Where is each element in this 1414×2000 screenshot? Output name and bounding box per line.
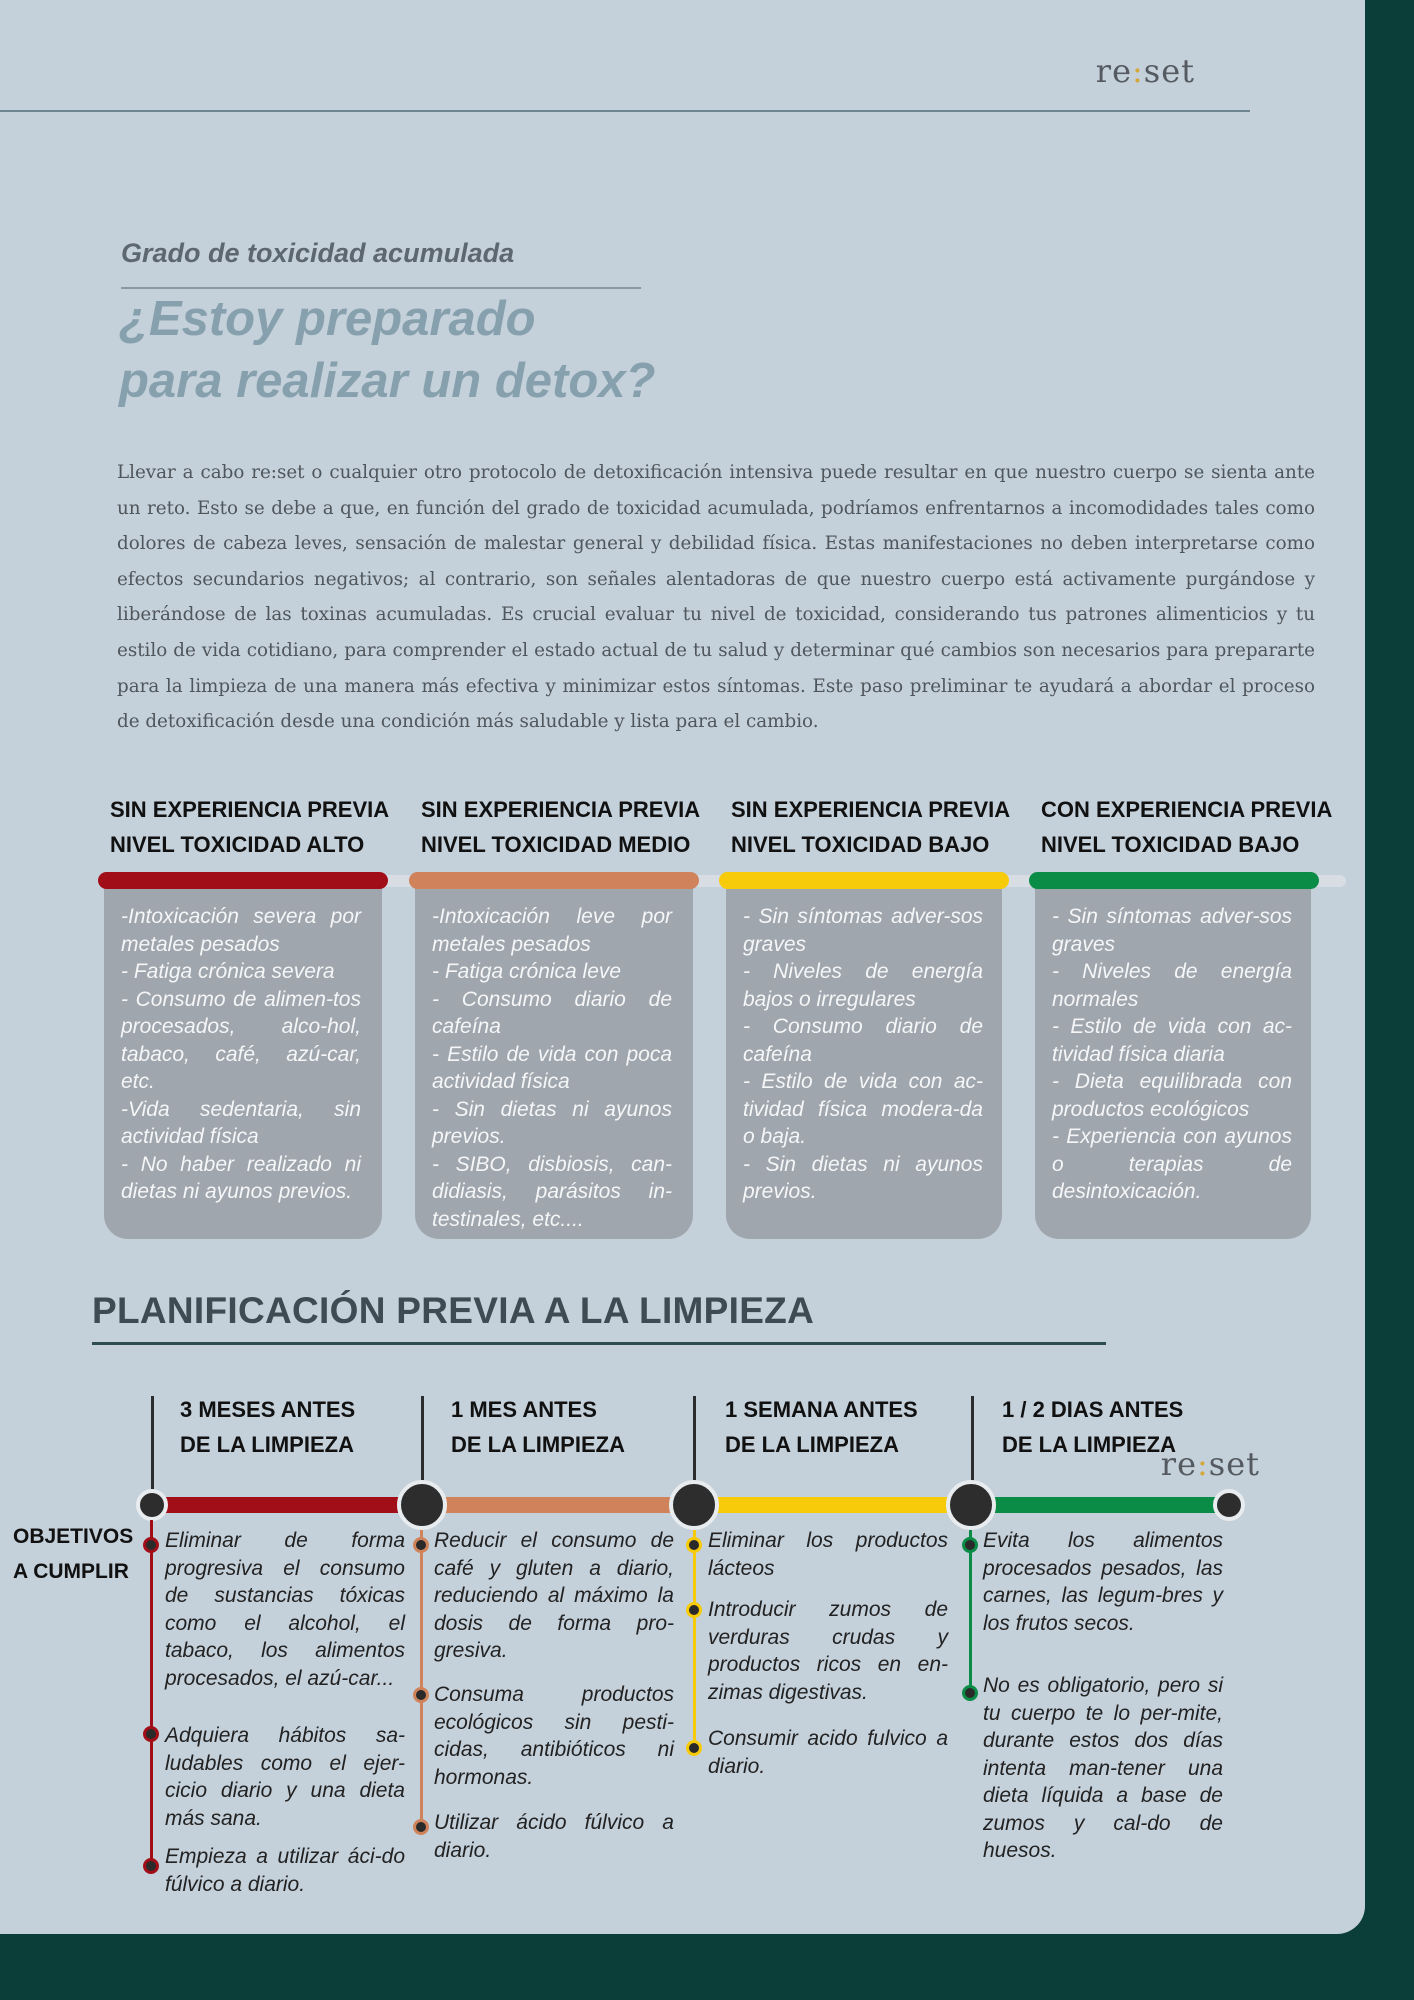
timeline-segment-red [152, 1497, 422, 1513]
stage-1-line1: 3 MESES ANTES [180, 1397, 356, 1422]
category-heading-3 [731, 792, 1031, 862]
stage-3-label [725, 1392, 918, 1462]
category-card-3-text: - Sin síntomas adver-sos graves - Niveles de energía bajos o irregulares - Consumo diario de cafeína - Estilo de vida con ac-tividad física modera-da o baja. - Sin dietas ni ayunos previos. [743, 905, 983, 1203]
page-title [119, 288, 655, 412]
stage-1-item-3: Empieza a utilizar áci-do fúlvico a diario. [165, 1845, 405, 1896]
category-1-line1: SIN EXPERIENCIA PREVIA [110, 797, 390, 822]
stage-1-item-3-dot [143, 1858, 159, 1874]
category-card-1-text: -Intoxicación severa por metales pesados - Fatiga crónica severa - Consumo de alimen-tos procesados, alco-hol, tabaco, café, azú-car, etc. -Vida sedentaria, sin actividad física - No haber realizado ni dietas ni ayunos previos. [121, 905, 361, 1203]
category-3-line2: NIVEL TOXICIDAD BAJO [731, 832, 990, 857]
category-heading-1 [110, 792, 410, 862]
stage-1-stem [150, 1520, 153, 1867]
intro-paragraph: Llevar a cabo re:set o cualquier otro protocolo de detoxificación intensiva puede resultar en que nuestro cuerpo se sienta ante un reto. Esto se debe a que, en función del grado de toxicidad acumulada, podríamos enfrentarnos a incomodidades tales como dolores de cabeza leves, sensación de malestar general y debilidad física. Estas manifestaciones no deben interpretarse como efectos secundarios negativos; al contrario, son señales alentadoras de que nuestro cuerpo está activamente purgándose y liberándose de las toxinas acumuladas. Es crucial evaluar tu nivel de toxicidad, considerando tus patrones alimenticios y tu estilo de vida cotidiano, para comprender el estado actual de tu salud y determinar qué cambios son necesarios para prepararte para la limpieza de una manera más efectiva y minimizar estos síntomas. Este paso preliminar te ayudará a abordar el proceso de detoxificación desde una condición más saludable y lista para el cambio. [117, 462, 1315, 733]
planning-title: PLANIFICACIÓN PREVIA A LA LIMPIEZA [92, 1290, 815, 1331]
stage-3-item-3: Consumir acido fulvico a diario. [708, 1727, 948, 1778]
header-rule [0, 110, 1250, 112]
category-4-line2: NIVEL TOXICIDAD BAJO [1041, 832, 1300, 857]
stage-3-stem [693, 1530, 696, 1748]
category-card-2-text: -Intoxicación leve por metales pesados - Fatiga crónica leve - Consumo diario de cafeína - Estilo de vida con poca actividad física - Sin dietas ni ayunos previos. - SIBO, disbiosis, can-didiasis, parásitos in-testinales, etc.... [432, 905, 672, 1231]
stage-2-label [451, 1392, 625, 1462]
category-4-line1: CON EXPERIENCIA PREVIA [1041, 797, 1333, 822]
category-bar-green [1029, 872, 1319, 889]
stage-1-item-1-dot [143, 1537, 159, 1553]
category-3-line1: SIN EXPERIENCIA PREVIA [731, 797, 1011, 822]
title-line-1: ¿Estoy preparado [119, 292, 536, 346]
stage-2-item-1: Reducir el consumo de café y gluten a diario, reduciendo al máximo la dosis de forma pro-gresiva. [434, 1529, 674, 1662]
stage-3-item-2: Introducir zumos de verduras crudas y productos ricos en en-zimas digestivas. [708, 1598, 948, 1704]
stage-2-item-3-dot [413, 1819, 429, 1835]
stage-2-item-3: Utilizar ácido fúlvico a diario. [434, 1811, 674, 1862]
timeline-node-2 [397, 1480, 447, 1530]
category-card-4-text: - Sin síntomas adver-sos graves - Niveles de energía normales - Estilo de vida con ac-tividad física diaria - Dieta equilibrada con productos ecológicos - Experiencia con ayunos o terapias de desintoxicación. [1052, 905, 1292, 1203]
objectives-line1: OBJETIVOS [13, 1525, 134, 1548]
category-2-line2: NIVEL TOXICIDAD MEDIO [421, 832, 691, 857]
stage-1-item-2: Adquiera hábitos sa-ludables como el ejer-cicio diario y una dieta más sana. [165, 1724, 405, 1830]
timeline-segment-green [972, 1497, 1230, 1513]
stage-4-label [1002, 1392, 1183, 1462]
stage-3-line1: 1 SEMANA ANTES [725, 1397, 918, 1422]
category-bar-orange [409, 872, 699, 889]
category-2-line1: SIN EXPERIENCIA PREVIA [421, 797, 701, 822]
stage-4-item-1-dot [962, 1537, 978, 1553]
stage-1-label [180, 1392, 355, 1462]
timeline-node-start [136, 1489, 168, 1521]
reset-logo-small: re:set [1160, 1445, 1260, 1483]
stage-2-line2: DE LA LIMPIEZA [451, 1432, 625, 1457]
stage-4-item-2: No es obligatorio, pero si tu cuerpo te lo per-mite, durante estos dos días intenta man-tener una dieta líquida a base de zumos y cal-do de huesos. [983, 1674, 1223, 1862]
section-subtitle: Grado de toxicidad acumulada [121, 238, 515, 268]
objectives-label [13, 1519, 133, 1589]
stage-2-item-2-dot [413, 1687, 429, 1703]
category-bar-yellow [719, 872, 1009, 889]
stage-3-item-1-dot [686, 1537, 702, 1553]
stage-4-line2: DE LA LIMPIEZA [1002, 1432, 1176, 1457]
category-heading-4 [1041, 792, 1341, 862]
stage-2-item-1-dot [413, 1537, 429, 1553]
timeline-segment-yellow [694, 1497, 972, 1513]
category-heading-2 [421, 792, 721, 862]
planning-rule [92, 1342, 1106, 1345]
timeline-node-4 [946, 1480, 996, 1530]
stage-3-item-1: Eliminar los productos lácteos [708, 1529, 948, 1580]
stage-2-item-2: Consuma productos ecológicos sin pesti-cidas, antibióticos ni hormonas. [434, 1683, 674, 1789]
stage-4-item-2-dot [962, 1685, 978, 1701]
timeline-node-3 [669, 1480, 719, 1530]
title-line-2: para realizar un detox? [119, 354, 656, 408]
category-bar-red [98, 872, 388, 889]
reset-logo: re:set [1095, 52, 1195, 90]
timeline-node-end [1213, 1489, 1245, 1521]
timeline-segment-orange [422, 1497, 694, 1513]
stage-4-item-1: Evita los alimentos procesados pesados, las carnes, las legum-bres y los frutos secos. [983, 1529, 1223, 1635]
category-1-line2: NIVEL TOXICIDAD ALTO [110, 832, 365, 857]
stage-1-item-1: Eliminar de forma progresiva el consumo de sustancias tóxicas como el alcohol, el tabaco, los alimentos procesados, el azú-car... [165, 1529, 405, 1690]
stage-1-line2: DE LA LIMPIEZA [180, 1432, 354, 1457]
objectives-line2: A CUMPLIR [13, 1560, 129, 1583]
stage-2-stem [420, 1530, 423, 1827]
stage-3-item-2-dot [686, 1602, 702, 1618]
stage-4-stem [969, 1530, 972, 1692]
stage-3-item-3-dot [686, 1740, 702, 1756]
stage-3-line2: DE LA LIMPIEZA [725, 1432, 899, 1457]
stage-4-line1: 1 / 2 DIAS ANTES [1002, 1397, 1184, 1422]
stage-2-line1: 1 MES ANTES [451, 1397, 597, 1422]
stage-1-item-2-dot [143, 1726, 159, 1742]
